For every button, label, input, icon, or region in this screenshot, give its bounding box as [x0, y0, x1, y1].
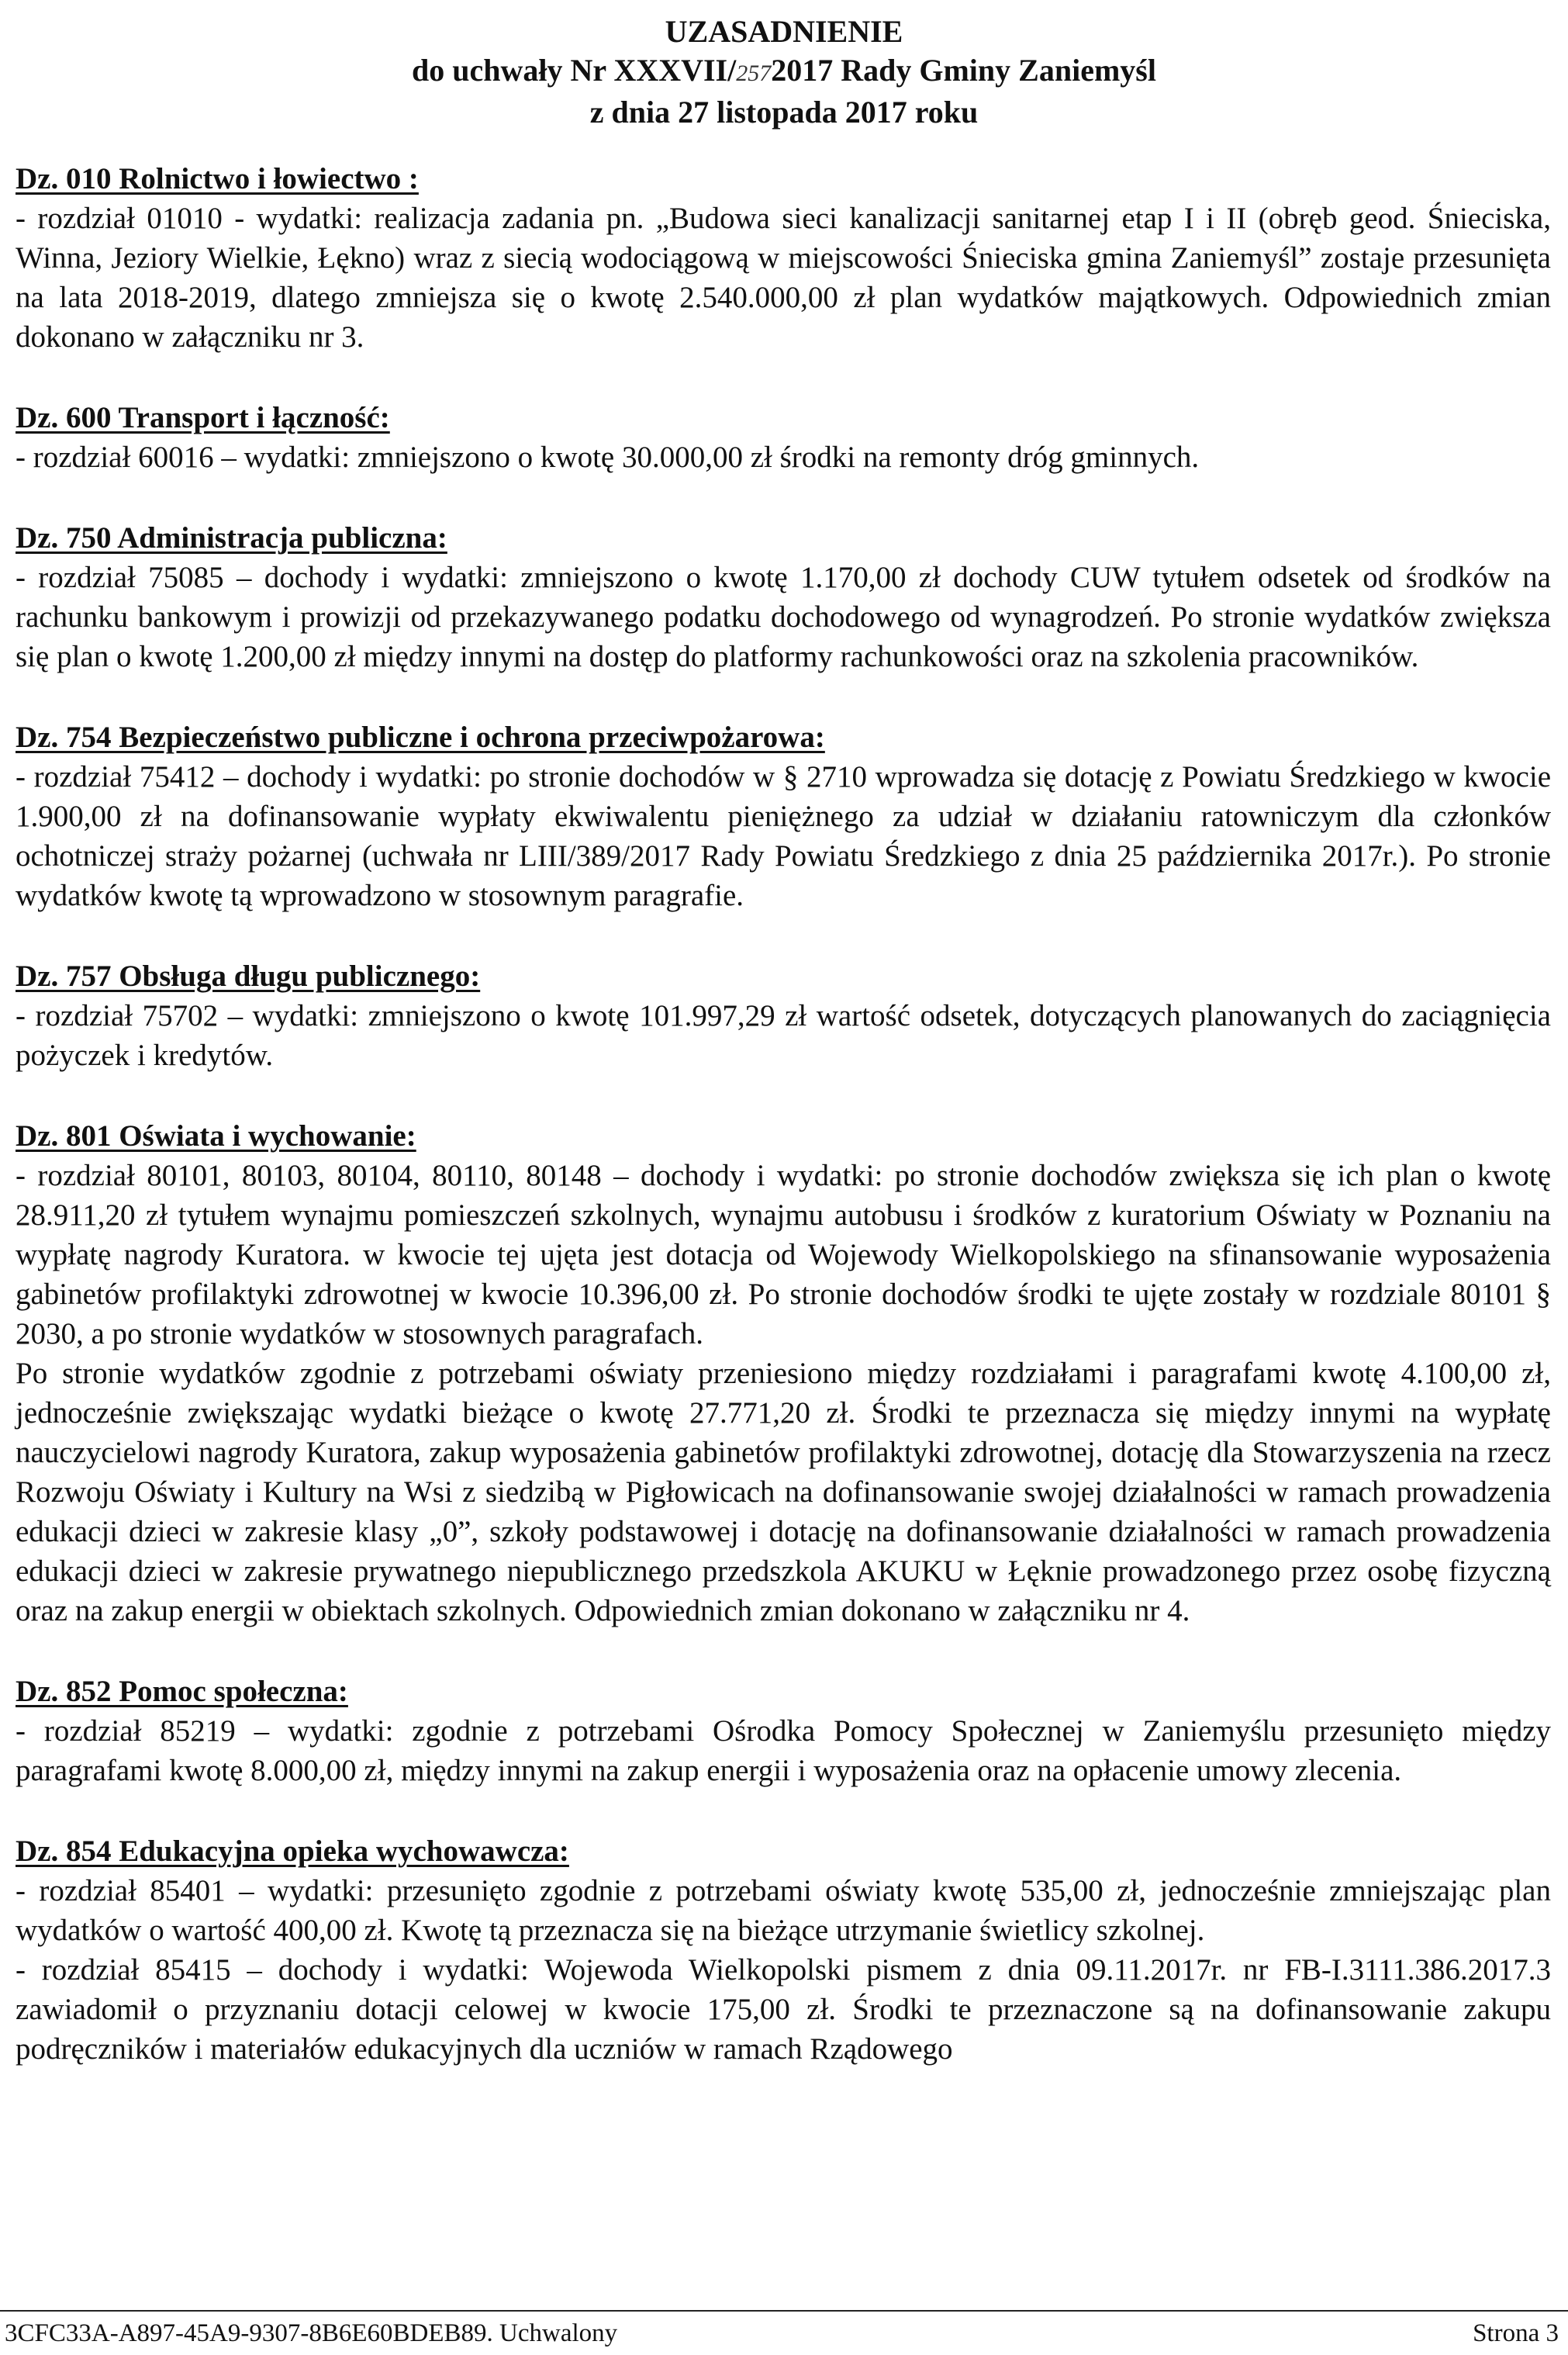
section-heading: Dz. 757 Obsługa długu publicznego:	[16, 960, 481, 993]
section-heading: Dz. 010 Rolnictwo i łowiectwo :	[16, 162, 419, 195]
resolution-number-prefix: do uchwały Nr XXXVII/	[412, 53, 737, 88]
section-dz-852	[16, 1672, 1551, 1790]
section-paragraph: - rozdział 75702 – wydatki: zmniejszono o kwotę 101.997,29 zł wartość odsetek, dotyczących planowanych do zaciągnięcia pożyczek i kredytów.	[16, 999, 1551, 1072]
section-heading: Dz. 854 Edukacyjna opieka wychowawcza:	[16, 1835, 569, 1868]
section-heading: Dz. 600 Transport i łączność:	[16, 401, 390, 434]
section-dz-754	[16, 718, 1551, 915]
resolution-date: z dnia 27 listopada 2017 roku	[589, 95, 979, 130]
section-heading: Dz. 852 Pomoc społeczna:	[16, 1675, 348, 1708]
section-paragraph: - rozdział 85219 – wydatki: zgodnie z potrzebami Ośrodka Pomocy Społecznej w Zaniemyślu przesunięto między paragrafami kwotę 8.000,00 zł, między innymi na zakup energii i wyposażenia oraz na opłacenie umowy zlecenia.	[16, 1714, 1551, 1787]
section-paragraph: - rozdział 80101, 80103, 80104, 80110, 80148 – dochody i wydatki: po stronie dochodów zwiększa się ich plan o kwotę 28.911,20 zł tytułem wynajmu pomieszczeń szkolnych, wynajmu autobusu i środków z kuratorium Oświaty w Poznaniu na wypłatę nagrody Kuratora. w kwocie tej ujęta jest dotacja od Wojewody Wielkopolskiego na sfinansowanie wyposażenia gabinetów profilaktyki zdrowotnej w kwocie 10.396,00 zł. Po stronie dochodów środki te ujęte zostały w rozdziale 80101 § 2030, a po stronie wydatków w stosownych paragrafach.	[16, 1159, 1551, 1350]
document-title: UZASADNIENIE	[665, 14, 903, 49]
section-dz-854	[16, 1831, 1551, 2069]
section-paragraph: - rozdział 85415 – dochody i wydatki: Wojewoda Wielkopolski pismem z dnia 09.11.2017r. nr FB-I.3111.386.2017.3 zawiadomił o przyznaniu dotacji celowej w kwocie 175,00 zł. Środki te przeznaczone są na dofinansowanie zakupu podręczników i materiałów edukacyjnych dla uczniów w ramach Rządowego	[16, 1953, 1551, 2066]
footer-divider	[0, 2310, 1568, 2312]
handwritten-resolution-number: 257	[736, 61, 772, 86]
section-paragraph: Po stronie wydatków zgodnie z potrzebami oświaty przeniesiono między rozdziałami i paragrafami kwotę 4.100,00 zł, jednocześnie zwiększając wydatki bieżące o kwotę 27.771,20 zł. Środki te przeznacza się między innymi na wypłatę nauczycielowi nagrody Kuratora, zakup wyposażenia gabinetów profilaktyki zdrowotnej, dotację dla Stowarzyszenia na rzecz Rozwoju Oświaty i Kultury na Wsi z siedzibą w Pigłowicach na dofinansowanie swojej działalności w ramach prowadzenia edukacji dzieci w zakresie klasy „0”, szkoły podstawowej i dotację na dofinansowanie działalności w ramach prowadzenia edukacji dzieci w zakresie prywatnego niepublicznego przedszkola AKUKU w Łęknie prowadzonego przez osobę fizyczną oraz na zakup energii w obiektach szkolnych. Odpowiednich zmian dokonano w załączniku nr 4.	[16, 1357, 1551, 1627]
section-dz-750	[16, 518, 1551, 676]
section-dz-600	[16, 398, 1551, 477]
section-dz-757	[16, 956, 1551, 1075]
page-number: Strona 3	[1473, 2319, 1559, 2347]
section-paragraph: - rozdział 85401 – wydatki: przesunięto zgodnie z potrzebami oświaty kwotę 535,00 zł, jednocześnie zmniejszając plan wydatków o wartość 400,00 zł. Kwotę tą przeznacza się na bieżące utrzymanie świetlicy szkolnej.	[16, 1874, 1551, 1947]
section-paragraph: - rozdział 75412 – dochody i wydatki: po stronie dochodów w § 2710 wprowadza się dotację z Powiatu Średzkiego w kwocie 1.900,00 zł na dofinansowanie wypłaty ekwiwalentu pieniężnego za udział w działaniu ratowniczym dla członków ochotniczej straży pożarnej (uchwała nr LIII/389/2017 Rady Powiatu Średzkiego z dnia 25 października 2017r.). Po stronie wydatków kwotę tą wprowadzono w stosownym paragrafie.	[16, 760, 1551, 912]
section-heading: Dz. 750 Administracja publiczna:	[16, 521, 447, 555]
section-heading: Dz. 754 Bezpieczeństwo publiczne i ochrona przeciwpożarowa:	[16, 721, 825, 754]
section-heading: Dz. 801 Oświata i wychowanie:	[16, 1119, 416, 1153]
document-body	[16, 159, 1551, 2110]
section-paragraph: - rozdział 60016 – wydatki: zmniejszono o kwotę 30.000,00 zł środki na remonty dróg gminnych.	[16, 441, 1200, 474]
document-identifier: 3CFC33A-A897-45A9-9307-8B6E60BDEB89. Uchwalony	[5, 2319, 618, 2347]
resolution-reference	[0, 51, 1568, 93]
document-header	[0, 12, 1568, 132]
section-paragraph: - rozdział 75085 – dochody i wydatki: zmniejszono o kwotę 1.170,00 zł dochody CUW tytułem odsetek od środków na rachunku bankowym i prowizji od przekazywanego podatku dochodowego od wynagrodzeń. Po stronie wydatków zwiększa się plan o kwotę 1.200,00 zł między innymi na dostęp do platformy rachunkowości oraz na szkolenia pracowników.	[16, 561, 1551, 673]
section-dz-801	[16, 1116, 1551, 1631]
section-paragraph: - rozdział 01010 - wydatki: realizacja zadania pn. „Budowa sieci kanalizacji sanitarnej etap I i II (obręb geod. Śnieciska, Winna, Jeziory Wielkie, Łękno) wraz z siecią wodociągową w miejscowości Śnieciska gmina Zaniemyśl” zostaje przesunięta na lata 2018-2019, dlatego zmniejsza się o kwotę 2.540.000,00 zł plan wydatków majątkowych. Odpowiednich zmian dokonano w załączniku nr 3.	[16, 202, 1551, 354]
resolution-number-suffix: 2017 Rady Gminy Zaniemyśl	[771, 53, 1156, 88]
section-dz-010	[16, 159, 1551, 357]
